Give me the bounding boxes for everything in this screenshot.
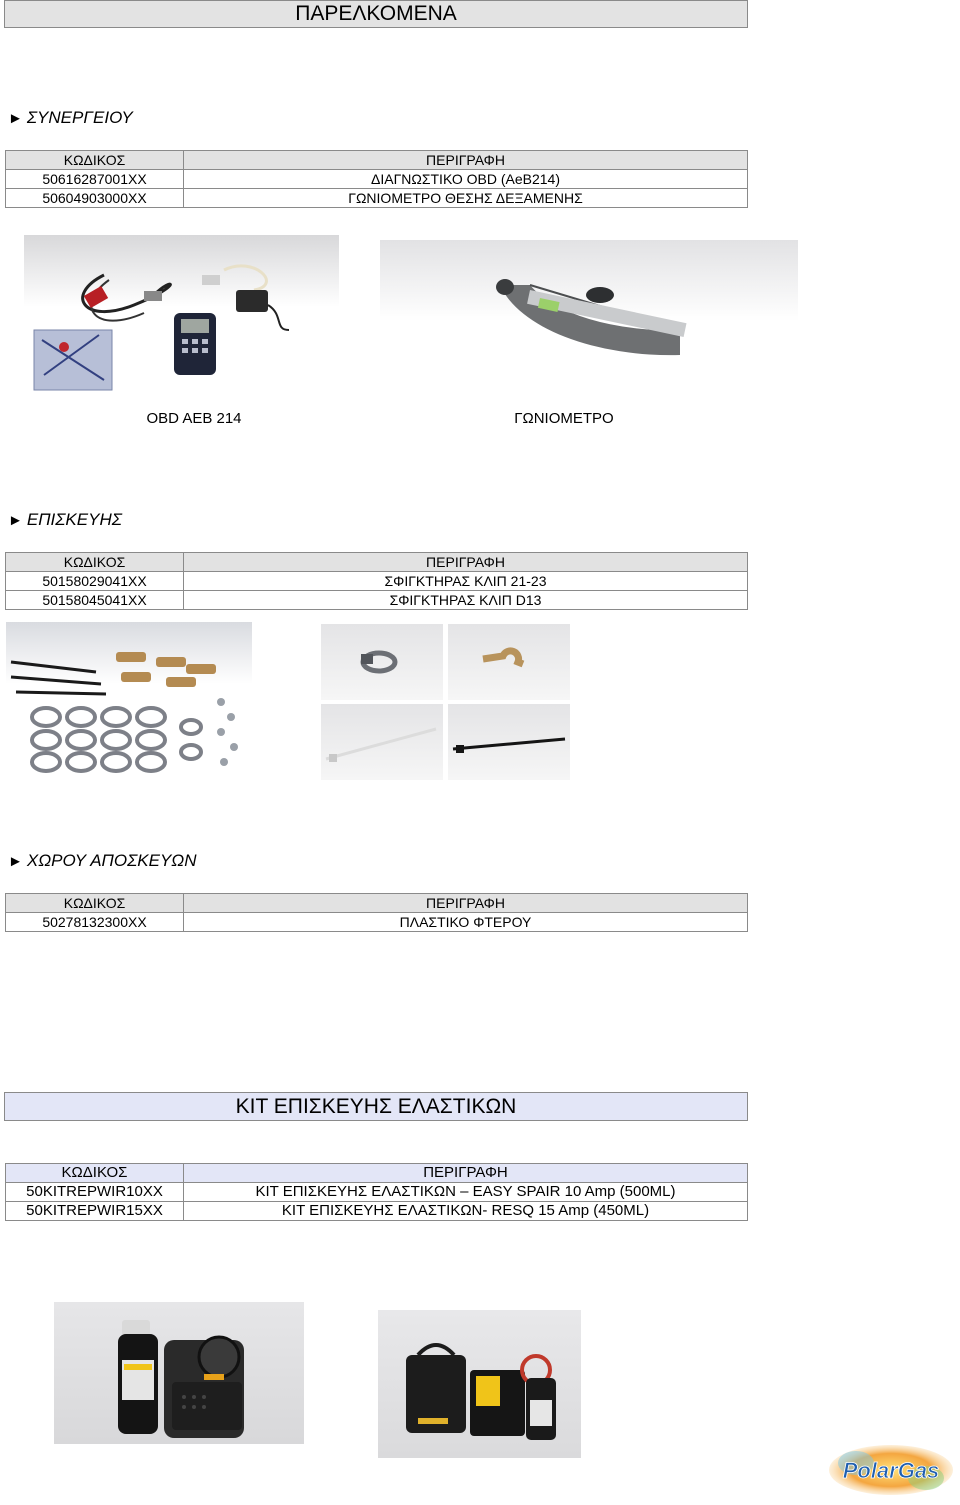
kit-table (5, 1163, 748, 1221)
goniometer-illustration (380, 240, 798, 375)
table-row (6, 572, 748, 591)
resq-kit-illustration (378, 1310, 581, 1458)
description-cell: ΣΦΙΓΚΤΗΡΑΣ ΚΛΙΠ D13 (184, 591, 748, 610)
description-cell: ΣΦΙΓΚΤΗΡΑΣ ΚΛΙΠ 21-23 (184, 572, 748, 591)
code-cell: 50604903000XX (6, 189, 184, 208)
code-cell: 50158029041XX (6, 572, 184, 591)
clamp-bracket-photo (448, 624, 570, 700)
triangle-bullet-icon: ► (8, 512, 23, 529)
column-header-code: ΚΩΔΙΚΟΣ (6, 1164, 184, 1183)
goniometer-product-photo (380, 240, 798, 375)
table-row (6, 1202, 748, 1221)
column-header-description: ΠΕΡΙΓΡΑΦΗ (184, 151, 748, 170)
column-header-code: ΚΩΔΙΚΟΣ (6, 894, 184, 913)
obd-product-photo (24, 235, 339, 395)
code-cell: 50KITREPWIR15XX (6, 1202, 184, 1221)
description-cell: ΚΙΤ ΕΠΙΣΚΕΥΗΣ ΕΛΑΣΤΙΚΩΝ – EASY SPAIR 10 Amp (500ML) (184, 1183, 748, 1202)
table-header-row (6, 553, 748, 572)
table-row (6, 189, 748, 208)
column-header-description: ΠΕΡΙΓΡΑΦΗ (184, 894, 748, 913)
page-title: ΠΑΡΕΛΚΟΜΕΝΑ (4, 0, 748, 28)
section-heading-repair (8, 510, 122, 530)
code-cell: 50KITREPWIR10XX (6, 1183, 184, 1202)
storage-table (5, 893, 748, 932)
cable-tie-illustration (321, 704, 443, 780)
table-header-row (6, 151, 748, 170)
kit-section-title: ΚΙΤ ΕΠΙΣΚΕΥΗΣ ΕΛΑΣΤΙΚΩΝ (4, 1092, 748, 1121)
table-header-row (6, 1164, 748, 1183)
compressor-and-sealant-illustration (54, 1302, 304, 1444)
column-header-description: ΠΕΡΙΓΡΑΦΗ (184, 553, 748, 572)
workshop-table (5, 150, 748, 208)
description-cell: ΔΙΑΓΝΩΣΤΙΚΟ OBD (AeB214) (184, 170, 748, 189)
description-cell: ΠΛΑΣΤΙΚΟ ΦΤΕΡΟΥ (184, 913, 748, 932)
image-caption: OBD AEB 214 (146, 410, 242, 427)
logo-text: PolarGas (842, 1458, 940, 1483)
hose-clamp-illustration (321, 624, 443, 700)
table-row (6, 591, 748, 610)
table-row (6, 913, 748, 932)
clamps-illustration (6, 622, 252, 777)
cable-tie-illustration (448, 704, 570, 780)
table-header-row (6, 894, 748, 913)
section-label: ΧΩΡΟΥ ΑΠΟΣΚΕΥΩΝ (26, 851, 197, 870)
column-header-code: ΚΩΔΙΚΟΣ (6, 553, 184, 572)
section-label: ΣΥΝΕΡΓΕΙΟΥ (26, 108, 133, 127)
triangle-bullet-icon: ► (8, 110, 23, 127)
black-cable-tie-photo (448, 704, 570, 780)
description-cell: ΓΩΝΙΟΜΕΤΡΟ ΘΕΣΗΣ ΔΕΞΑΜΕΝΗΣ (184, 189, 748, 208)
code-cell: 50158045041XX (6, 591, 184, 610)
code-cell: 50278132300XX (6, 913, 184, 932)
table-row (6, 1183, 748, 1202)
clamps-assortment-photo (6, 622, 252, 777)
code-cell: 50616287001XX (6, 170, 184, 189)
obd-kit-illustration (24, 235, 339, 395)
column-header-description: ΠΕΡΙΓΡΑΦΗ (184, 1164, 748, 1183)
section-label: ΕΠΙΣΚΕΥΗΣ (26, 510, 122, 529)
image-caption: ΓΩΝΙΟΜΕΤΡΟ (514, 410, 614, 427)
column-header-code: ΚΩΔΙΚΟΣ (6, 151, 184, 170)
clamp-21-23-photo (321, 624, 443, 700)
description-cell: ΚΙΤ ΕΠΙΣΚΕΥΗΣ ΕΛΑΣΤΙΚΩΝ- RESQ 15 Amp (450ML) (184, 1202, 748, 1221)
bracket-illustration (448, 624, 570, 700)
polargas-logo (826, 1443, 956, 1498)
white-cable-tie-photo (321, 704, 443, 780)
section-heading-workshop (8, 108, 133, 128)
triangle-bullet-icon: ► (8, 853, 23, 870)
resq-kit-photo (378, 1310, 581, 1458)
easy-spair-kit-photo (54, 1302, 304, 1444)
repair-table (5, 552, 748, 610)
polargas-logo-graphic (826, 1443, 956, 1498)
table-row (6, 170, 748, 189)
section-heading-storage (8, 851, 197, 871)
